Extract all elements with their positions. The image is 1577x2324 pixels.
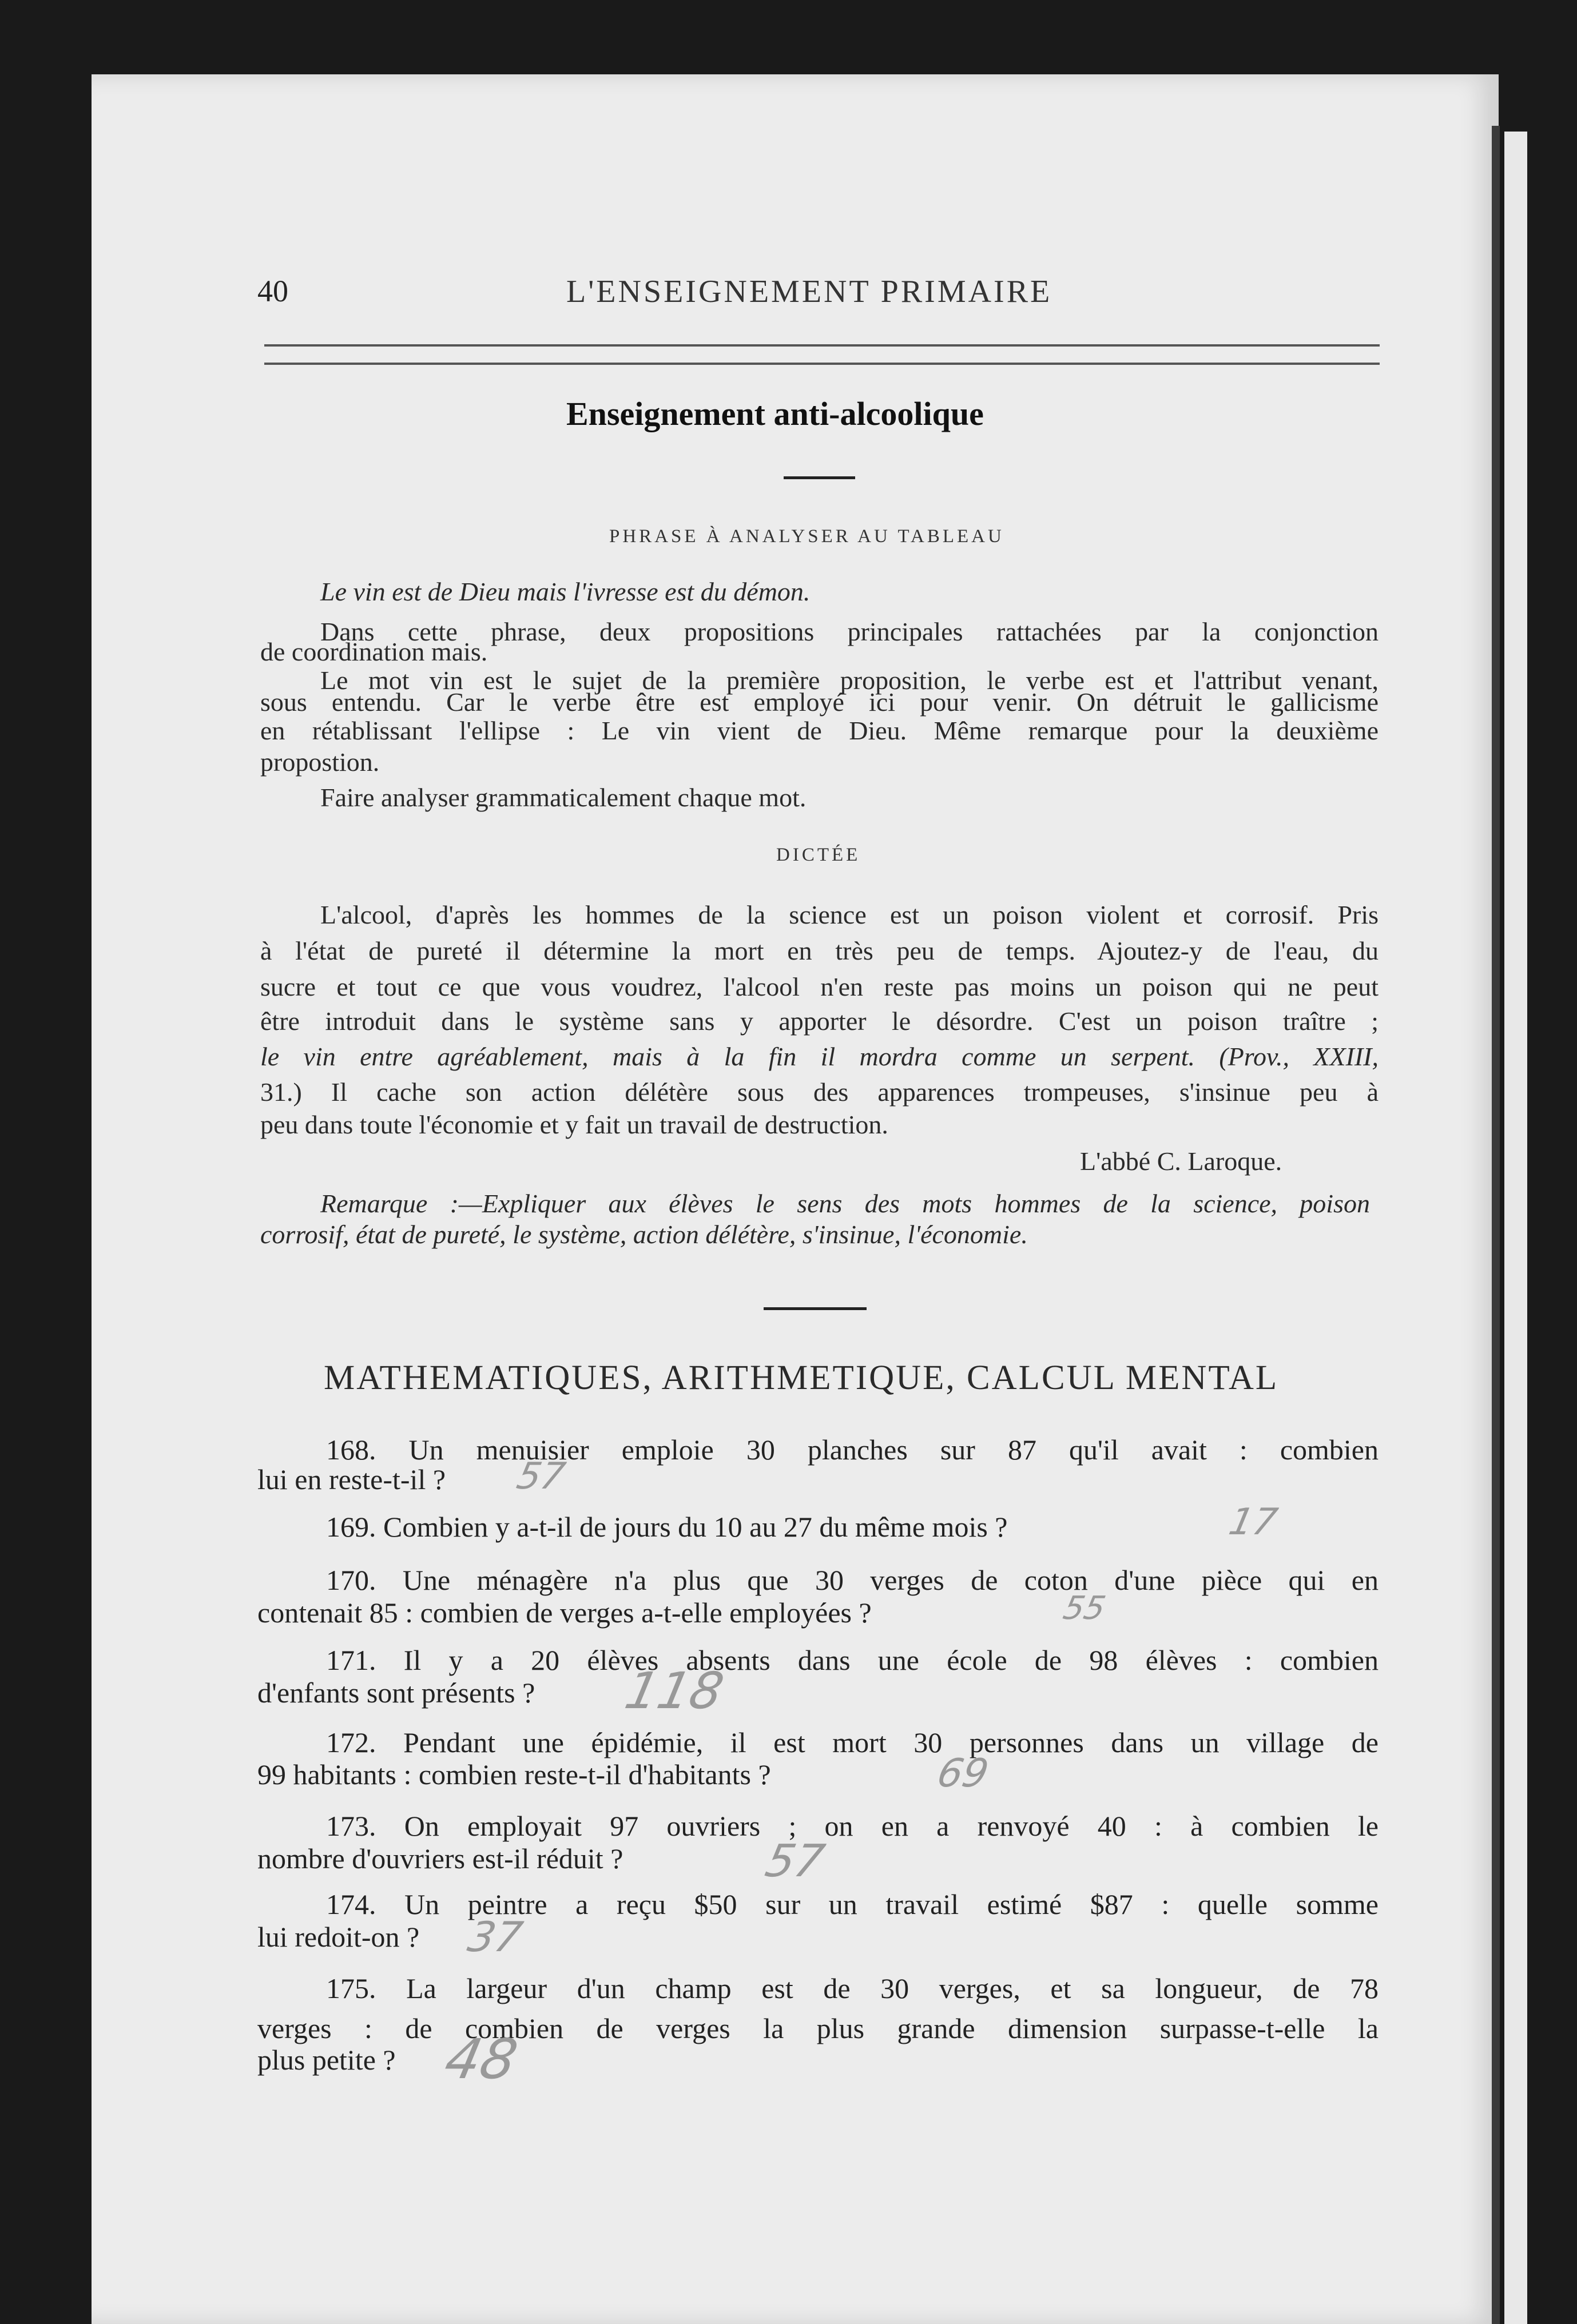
handwritten-answer: 48 xyxy=(439,2027,523,2091)
exercise-line: 169. Combien y a-t-il de jours du 10 au 27 du même mois ? xyxy=(326,1511,1008,1543)
dictee-line: sucre et tout ce que vous voudrez, l'alcool n'en reste pas moins un poison qui ne peut xyxy=(260,972,1379,1001)
remarque-line: corrosif, état de pureté, le système, action délétère, s'insinue, l'économie. xyxy=(260,1220,1028,1249)
exercise-line: lui en reste-t-il ? xyxy=(257,1463,446,1495)
remarque-line: Remarque :—Expliquer aux élèves le sens des mots hommes de la science, poison xyxy=(320,1189,1370,1218)
page-number: 40 xyxy=(257,274,288,308)
header-rule xyxy=(264,344,1380,347)
analysis-line: sous entendu. Car le verbe être est employé ici pour venir. On détruit le gallicisme xyxy=(260,687,1379,717)
analysis-line: Dans cette phrase, deux propositions principales rattachées par la conjonction xyxy=(320,617,1379,646)
phrase-sentence: Le vin est de Dieu mais l'ivresse est du démon. xyxy=(320,577,811,606)
handwritten-answer: 17 xyxy=(1225,1501,1281,1543)
analysis-line: de coordination mais. xyxy=(260,637,488,666)
handwritten-answer: 57 xyxy=(513,1455,569,1498)
exercise-line: 168. Un menuisier emploie 30 planches sur 87 qu'il avait : combien xyxy=(326,1434,1379,1466)
exercise-line: contenait 85 : combien de verges a-t-elle employées ? xyxy=(257,1597,872,1629)
separator-rule xyxy=(784,476,855,479)
phrase-heading: PHRASE À ANALYSER AU TABLEAU xyxy=(609,526,1004,547)
exercise-line: d'enfants sont présents ? xyxy=(257,1677,535,1709)
analysis-line: en rétablissant l'ellipse : Le vin vient de Dieu. Même remarque pour la deuxième xyxy=(260,716,1379,745)
dictee-line: peu dans toute l'économie et y fait un travail de destruction. xyxy=(260,1110,888,1139)
handwritten-answer: 69 xyxy=(933,1751,992,1796)
analysis-line: Faire analyser grammaticalement chaque mot. xyxy=(320,783,807,812)
dictee-heading: DICTÉE xyxy=(776,845,861,865)
exercise-line: lui redoit-on ? xyxy=(257,1921,420,1953)
exercise-line: 171. Il y a 20 élèves absents dans une école de 98 élèves : combien xyxy=(326,1644,1379,1676)
next-page-edge xyxy=(1504,132,1527,2324)
page-edge xyxy=(1492,126,1500,2324)
dictee-line: 31.) Il cache son action délétère sous des apparences trompeuses, s'insinue peu à xyxy=(260,1077,1379,1107)
exercise-line: 175. La largeur d'un champ est de 30 verges, et sa longueur, de 78 xyxy=(326,1972,1379,2004)
handwritten-answer: 57 xyxy=(761,1836,829,1887)
handwritten-answer: 55 xyxy=(1060,1590,1109,1627)
exercise-line: nombre d'ouvriers est-il réduit ? xyxy=(257,1843,623,1875)
running-title: L'ENSEIGNEMENT PRIMAIRE xyxy=(566,274,1052,309)
exercise-line: verges : de combien de verges la plus grande dimension surpasse-t-elle la xyxy=(257,2012,1379,2044)
exercise-line: 170. Une ménagère n'a plus que 30 verges de coton d'une pièce qui en xyxy=(326,1564,1379,1596)
header-rule xyxy=(264,363,1380,365)
dictee-line: être introduit dans le système sans y apporter le désordre. C'est un poison traître ; xyxy=(260,1006,1379,1036)
separator-rule xyxy=(764,1307,867,1310)
author: L'abbé C. Laroque. xyxy=(1080,1147,1282,1176)
math-heading: MATHEMATIQUES, ARITHMETIQUE, CALCUL MENTAL xyxy=(324,1359,1279,1397)
exercise-line: 172. Pendant une épidémie, il est mort 30 personnes dans un village de xyxy=(326,1726,1379,1758)
exercise-line: plus petite ? xyxy=(257,2044,396,2076)
dictee-line: L'alcool, d'après les hommes de la science est un poison violent et corrosif. Pris xyxy=(320,900,1379,929)
section-title: Enseignement anti-alcoolique xyxy=(566,395,984,432)
exercise-line: 99 habitants : combien reste-t-il d'habitants ? xyxy=(257,1758,771,1790)
dictee-line: à l'état de pureté il détermine la mort en très peu de temps. Ajoutez-y de l'eau, du xyxy=(260,936,1379,965)
exercise-line: 173. On employait 97 ouvriers ; on en a renvoyé 40 : à combien le xyxy=(326,1810,1379,1842)
analysis-line: propostion. xyxy=(260,747,380,777)
handwritten-answer: 118 xyxy=(620,1661,729,1720)
dictee-line: le vin entre agréablement, mais à la fin il mordra comme un serpent. (Prov., XXIII, xyxy=(260,1042,1379,1071)
analysis-line: Le mot vin est le sujet de la première proposition, le verbe est et l'attribut venant, xyxy=(320,666,1379,695)
handwritten-answer: 37 xyxy=(464,1913,527,1961)
exercise-line: 174. Un peintre a reçu $50 sur un travail estimé $87 : quelle somme xyxy=(326,1888,1379,1920)
